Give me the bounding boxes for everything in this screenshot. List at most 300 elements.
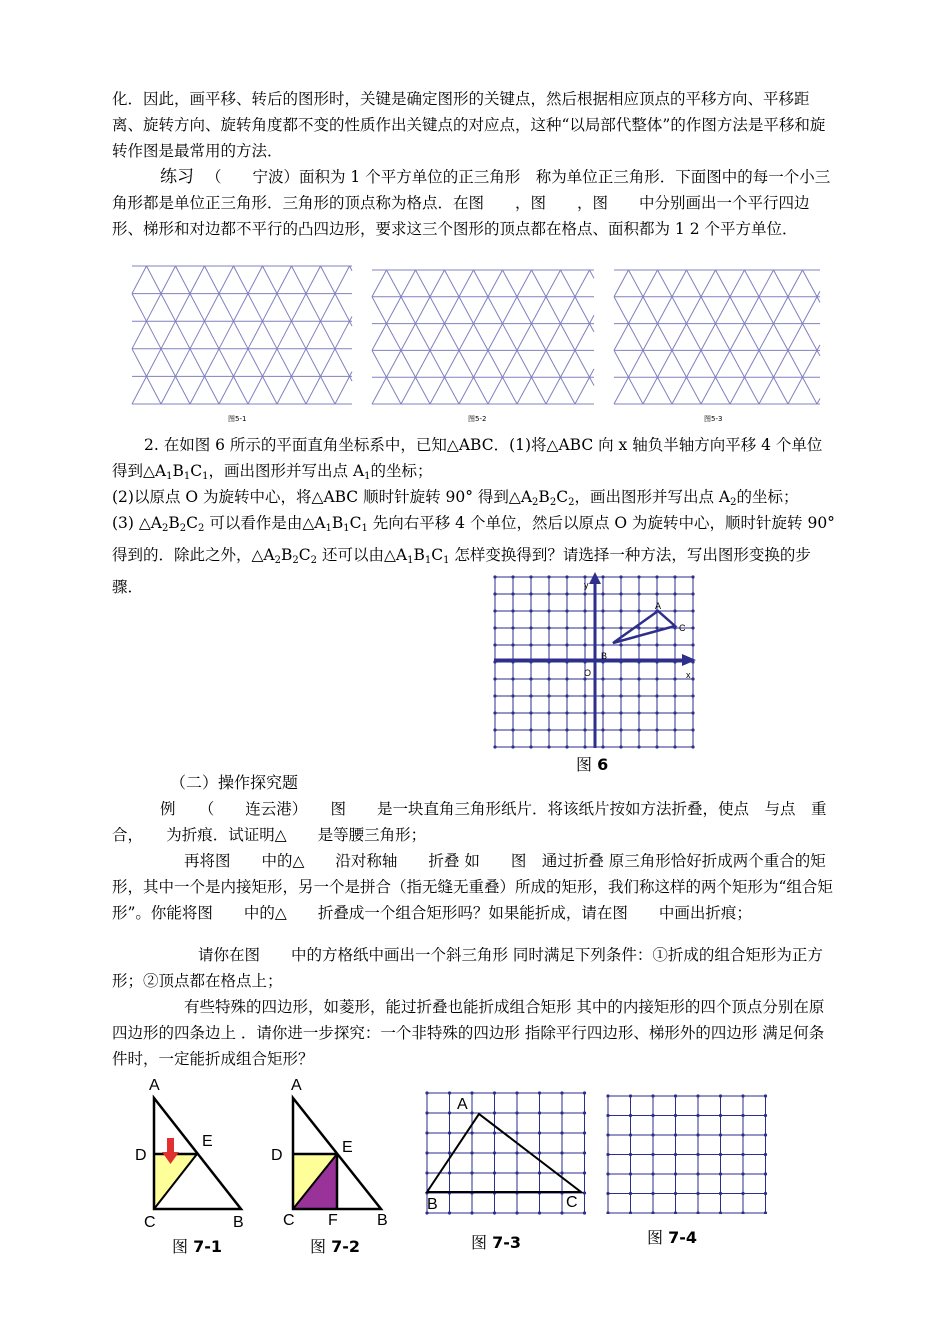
grid-line (248, 294, 263, 322)
grid-point (619, 592, 622, 595)
grid-line (629, 270, 644, 297)
grid-line (701, 297, 716, 324)
grid-point (511, 626, 514, 629)
grid-point (493, 592, 496, 595)
grid-point (719, 1153, 722, 1156)
grid-line (387, 270, 402, 297)
grid-line (643, 324, 658, 351)
grid-line (176, 376, 191, 404)
grid-line (474, 324, 489, 351)
grid-point (674, 1172, 677, 1175)
grid-line (745, 377, 760, 404)
grid-line (590, 315, 595, 323)
grid-line (248, 266, 263, 294)
label-a: A (291, 1077, 302, 1094)
grid-line (575, 297, 590, 324)
grid-point (515, 1111, 518, 1114)
grid-line (503, 377, 518, 404)
triangle-grid-5-2 (372, 270, 594, 404)
grid-point (691, 745, 694, 748)
grid-point (511, 728, 514, 731)
grid-point (470, 1151, 473, 1154)
grid-line (445, 377, 460, 404)
grid-line (292, 349, 307, 377)
grid-point (529, 728, 532, 731)
grid-line (430, 297, 445, 324)
grid-point (601, 677, 604, 680)
grid-line (503, 350, 518, 377)
grid-point (583, 575, 586, 578)
grid-point (629, 1211, 632, 1214)
grid-point (511, 592, 514, 595)
grid-line (219, 376, 234, 404)
grid-point (629, 1114, 632, 1117)
grid-line (701, 377, 716, 404)
caption-fig-7-3: 图 7-3 (471, 1233, 521, 1252)
grid-point (673, 575, 676, 578)
grid-line (817, 297, 820, 303)
grid-line (372, 377, 387, 404)
grid-line (803, 350, 818, 377)
grid-point (674, 1211, 677, 1214)
figure-7-3 (418, 1088, 590, 1220)
grid-line (387, 297, 402, 324)
grid-point (637, 677, 640, 680)
grid-line (488, 324, 503, 351)
grid-line (277, 266, 292, 294)
grid-line (687, 324, 702, 351)
grid-point (425, 1151, 428, 1154)
grid-point (493, 609, 496, 612)
point-a-label: A (655, 601, 662, 611)
grid-line (658, 270, 673, 297)
grid-line (643, 377, 658, 404)
grid-line (387, 377, 402, 404)
grid-point (493, 1091, 496, 1094)
grid-line (575, 377, 590, 404)
grid-line (730, 350, 745, 377)
grid-line (321, 349, 336, 377)
triangle-abc (613, 611, 675, 643)
grid-point (529, 677, 532, 680)
grid-line (459, 270, 474, 297)
grid-point (515, 1091, 518, 1094)
grid-line (335, 321, 350, 349)
grid-point (583, 1111, 586, 1114)
grid-point (606, 1094, 609, 1097)
grid-line (459, 350, 474, 377)
grid-point (538, 1111, 541, 1114)
grid-line (205, 376, 220, 404)
grid-point (515, 1171, 518, 1174)
grid-point (691, 643, 694, 646)
grid-line (643, 350, 658, 377)
grid-line (350, 321, 353, 326)
grid-line (277, 321, 292, 349)
grid-line (745, 270, 760, 297)
grid-point (493, 694, 496, 697)
grid-line (687, 350, 702, 377)
grid-line (219, 266, 234, 294)
grid-line (817, 350, 820, 356)
grid-line (590, 369, 595, 377)
caption-fig-5-2: 图5-2 (468, 415, 487, 423)
grid-point (619, 711, 622, 714)
grid-line (474, 297, 489, 324)
grid-point (547, 677, 550, 680)
grid-line (817, 345, 820, 351)
question-paragraph-1: 例 （ 连云港） 图 是一块直角三角形纸片．将该纸片按如方法折叠，使点 与点 重合， 为折痕．试证明△ 是等腰三角形； (112, 800, 827, 844)
grid-line (672, 350, 687, 377)
x-label: x (686, 670, 691, 680)
grid-line (716, 297, 731, 324)
y-axis-arrow-icon (589, 572, 601, 584)
exercise-2-line-3: (3) $\triangle A_2B_2C_2$ 可以看作是由$\triangle A_1B_1C_1$ 先向右平移 4 个单位，然后以原点 O 为旋转中心，顺时针旋转 90° 得到的．除此之外，$\triangle A_2B_2C_2$ 还可以由$\triangle A_1B_1C_1$ 怎样变换得到？请选择一种方法，写出图形变换的步骤． (112, 514, 835, 596)
grid-line (372, 270, 387, 297)
grid-line (503, 270, 518, 297)
grid-point (741, 1153, 744, 1156)
grid-line (788, 377, 803, 404)
grid-point (764, 1153, 767, 1156)
grid-point (629, 1153, 632, 1156)
grid-point (651, 1153, 654, 1156)
grid-point (719, 1094, 722, 1097)
grid-line (234, 349, 249, 377)
grid-line (401, 324, 416, 351)
grid-point (493, 575, 496, 578)
grid-point (529, 711, 532, 714)
grid-line (161, 266, 176, 294)
grid-point (651, 1133, 654, 1136)
grid-point (583, 745, 586, 748)
grid-line (277, 294, 292, 322)
grid-point (511, 745, 514, 748)
grid-line (416, 350, 431, 377)
grid-line (614, 350, 629, 377)
caption-fig-7-4: 图 7-4 (647, 1228, 697, 1247)
grid-line (306, 321, 321, 349)
grid-line (803, 324, 818, 351)
grid-point (601, 728, 604, 731)
grid-line (147, 349, 162, 377)
label-b: B (377, 1212, 388, 1229)
grid-line (658, 297, 673, 324)
grid-line (546, 297, 561, 324)
grid-line (132, 321, 147, 349)
exercise-1-text: （ 宁波）面积为 1 个平方单位的正三角形 称为单位正三角形．下面图中的每一个小三角形都是单位正三角形．三角形的顶点称为格点．在图 ，图 ，图 中分别画出一个平行四边形、梯形和对边都不平行的凸四边形，要求这三个图形的顶点都在格点、面积都为 1 2 个平方单位． (112, 168, 831, 238)
grid-line (716, 324, 731, 351)
grid-line (401, 377, 416, 404)
grid-line (532, 350, 547, 377)
grid-point (425, 1091, 428, 1094)
grid-point (764, 1094, 767, 1097)
grid-line (546, 350, 561, 377)
grid-line (132, 266, 147, 294)
grid-point (696, 1211, 699, 1214)
figure-7-4 (602, 1090, 772, 1214)
grid-line (517, 297, 532, 324)
grid-point (425, 1171, 428, 1174)
caption-fig-5-1: 图5-1 (228, 415, 247, 423)
grid-line (532, 270, 547, 297)
grid-point (674, 1153, 677, 1156)
grid-line (416, 377, 431, 404)
grid-point (493, 677, 496, 680)
grid-point (691, 575, 694, 578)
grid-point (547, 643, 550, 646)
grid-point (583, 694, 586, 697)
grid-line (672, 270, 687, 297)
grid-line (788, 270, 803, 297)
grid-line (575, 270, 590, 297)
grid-point (691, 609, 694, 612)
grid-point (470, 1091, 473, 1094)
grid-point (655, 677, 658, 680)
grid-line (561, 297, 576, 324)
grid-point (547, 609, 550, 612)
grid-line (774, 377, 789, 404)
grid-point (696, 1153, 699, 1156)
grid-point (673, 592, 676, 595)
grid-line (350, 372, 353, 377)
grid-point (741, 1172, 744, 1175)
grid-line (759, 377, 774, 404)
caption-fig-6: 图 6 (576, 755, 609, 774)
grid-line (745, 297, 760, 324)
grid-point (673, 643, 676, 646)
grid-line (263, 266, 278, 294)
grid-line (430, 324, 445, 351)
grid-line (401, 297, 416, 324)
label-b: B (427, 1196, 438, 1213)
grid-line (147, 321, 162, 349)
grid-line (335, 266, 350, 294)
grid-point (538, 1151, 541, 1154)
grid-line (306, 294, 321, 322)
grid-line (401, 270, 416, 297)
grid-line (759, 270, 774, 297)
grid-point (619, 745, 622, 748)
grid-point (655, 575, 658, 578)
grid-line (321, 294, 336, 322)
grid-line (445, 270, 460, 297)
origin-label: O (584, 668, 592, 678)
triangle-grids (120, 262, 840, 412)
figure-7-3-grid (425, 1091, 586, 1214)
grid-point (538, 1171, 541, 1174)
grid-line (132, 376, 147, 404)
grid-line (672, 324, 687, 351)
grid-point (547, 728, 550, 731)
grid-line (546, 324, 561, 351)
grid-point (511, 694, 514, 697)
grid-line (701, 324, 716, 351)
x-axis-arrow-icon (682, 654, 696, 666)
grid-point (425, 1131, 428, 1134)
grid-point (741, 1094, 744, 1097)
grid-point (606, 1114, 609, 1117)
grid-line (292, 321, 307, 349)
grid-line (774, 350, 789, 377)
grid-point (691, 677, 694, 680)
caption-fig-5-3: 图5-3 (704, 415, 723, 423)
grid-line (263, 321, 278, 349)
grid-point (601, 694, 604, 697)
grid-point (583, 626, 586, 629)
grid-line (147, 376, 162, 404)
grid-line (488, 270, 503, 297)
grid-point (470, 1111, 473, 1114)
figure-7-4-grid (606, 1094, 767, 1214)
grid-line (730, 377, 745, 404)
grid-point (655, 728, 658, 731)
grid-point (637, 728, 640, 731)
figure-7-2 (265, 1070, 400, 1235)
grid-point (619, 728, 622, 731)
label-c: C (144, 1214, 156, 1231)
grid-point (629, 1192, 632, 1195)
grid-line (774, 270, 789, 297)
grid-point (547, 626, 550, 629)
grid-point (696, 1094, 699, 1097)
grid-line (205, 294, 220, 322)
grid-line (445, 297, 460, 324)
grid-point (651, 1172, 654, 1175)
grid-line (658, 324, 673, 351)
grid-line (672, 297, 687, 324)
grid-point (470, 1211, 473, 1214)
grid-line (277, 376, 292, 404)
grid-point (741, 1114, 744, 1117)
grid-line (474, 377, 489, 404)
grid-point (606, 1192, 609, 1195)
grid-point (493, 1151, 496, 1154)
grid-point (696, 1172, 699, 1175)
grid-point (470, 1171, 473, 1174)
grid-point (619, 575, 622, 578)
exercise-2-line-2: (2)以原点 O 为旋转中心，将△ABC 顺时针旋转 90° 得到$\triangle A_2B_2C_2$，画出图形并写出点 $A_2$的坐标； (112, 488, 799, 508)
exercise-2-line-1: 2. 在如图 6 所示的平面直角坐标系中，已知△ABC．(1)将△ABC 向 x 轴负半轴方向平移 4 个单位得到$\triangle A_1B_1C_1$，画出图形并写出点 $A_1$的坐标； (112, 436, 823, 482)
grid-point (719, 1133, 722, 1136)
grid-point (741, 1211, 744, 1214)
grid-point (696, 1114, 699, 1117)
grid-line (401, 350, 416, 377)
triangle-grid-5-1 (132, 266, 352, 404)
grid-point (493, 643, 496, 646)
grid-line (416, 270, 431, 297)
grid-point (629, 1172, 632, 1175)
grid-point (448, 1171, 451, 1174)
grid-point (529, 643, 532, 646)
grid-point (560, 1211, 563, 1214)
grid-line (561, 377, 576, 404)
grid-line (350, 376, 353, 381)
grid-line (629, 350, 644, 377)
grid-point (674, 1192, 677, 1195)
grid-line (321, 266, 336, 294)
grid-line (817, 291, 820, 297)
grid-point (691, 728, 694, 731)
grid-point (764, 1192, 767, 1195)
grid-line (321, 321, 336, 349)
grid-line (234, 376, 249, 404)
grid-line (372, 350, 387, 377)
label-e: E (202, 1133, 213, 1150)
grid-line (643, 270, 658, 297)
grid-point (655, 711, 658, 714)
grid-line (459, 297, 474, 324)
grid-line (292, 376, 307, 404)
grid-point (674, 1133, 677, 1136)
grid-line (614, 270, 629, 297)
y-label: y (584, 580, 589, 590)
grid-line (176, 349, 191, 377)
grid-point (696, 1192, 699, 1195)
figure-7-1 (125, 1070, 265, 1235)
grid-point (619, 609, 622, 612)
grid-line (430, 270, 445, 297)
question-paragraph-3: 请你在图 中的方格纸中画出一个斜三角形 同时满足下列条件：①折成的组合矩形为正方形；②顶点都在格点上； (112, 946, 823, 990)
grid-line (445, 350, 460, 377)
grid-line (517, 270, 532, 297)
grid-point (741, 1192, 744, 1195)
grid-line (248, 321, 263, 349)
grid-line (132, 349, 147, 377)
grid-line (532, 324, 547, 351)
grid-line (387, 350, 402, 377)
grid-line (306, 349, 321, 377)
grid-point (493, 626, 496, 629)
grid-line (445, 324, 460, 351)
grid-line (687, 377, 702, 404)
grid-point (565, 694, 568, 697)
label-e: E (342, 1139, 353, 1156)
grid-line (248, 349, 263, 377)
grid-point (655, 592, 658, 595)
grid-line (219, 321, 234, 349)
grid-point (560, 1151, 563, 1154)
grid-line (561, 350, 576, 377)
grid-point (655, 643, 658, 646)
grid-line (517, 324, 532, 351)
grid-point (560, 1131, 563, 1134)
grid-point (673, 728, 676, 731)
grid-line (190, 349, 205, 377)
grid-point (565, 728, 568, 731)
grid-line (503, 324, 518, 351)
grid-line (219, 294, 234, 322)
grid-line (292, 294, 307, 322)
grid-line (614, 324, 629, 351)
grid-line (176, 321, 191, 349)
grid-point (637, 643, 640, 646)
grid-point (583, 1131, 586, 1134)
grid-point (696, 1133, 699, 1136)
grid-point (448, 1131, 451, 1134)
exercise-1-paragraph (112, 164, 836, 242)
grid-line (788, 297, 803, 324)
grid-point (655, 626, 658, 629)
grid-point (515, 1211, 518, 1214)
grid-line (205, 321, 220, 349)
grid-line (716, 377, 731, 404)
grid-point (529, 626, 532, 629)
grid-line (335, 349, 350, 377)
section-heading: （二）操作探究题 (170, 773, 299, 792)
grid-line (672, 377, 687, 404)
grid-line (716, 270, 731, 297)
grid-point (529, 694, 532, 697)
